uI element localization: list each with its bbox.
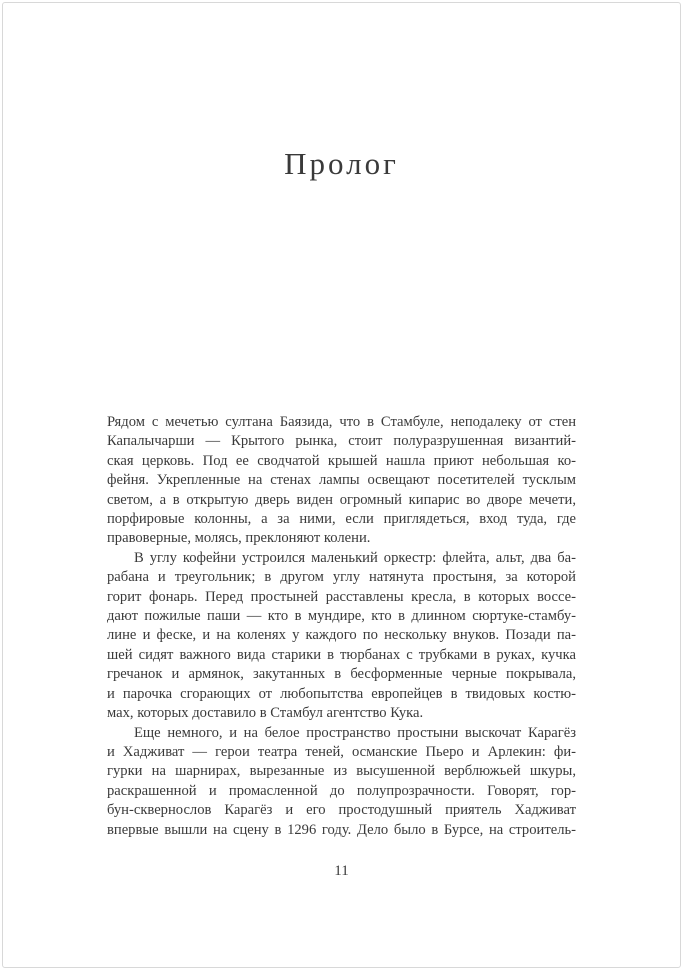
page-number: 11 bbox=[334, 863, 349, 879]
text-line: горит фонарь. Перед простыней расставлены кресла, в которых воссе- bbox=[107, 588, 576, 605]
text-line: гурки на шарнирах, вырезанные из высушенной верблюжьей шкуры, bbox=[107, 763, 576, 780]
text-line: впервые вышли на сцену в 1296 году. Дело было в Бурсе, на строитель- bbox=[107, 821, 576, 838]
text-line: порфировые колонны, а за ними, если приглядеться, вход туда, где bbox=[107, 511, 576, 528]
text-line: бун-сквернослов Карагёз и его простодушный приятель Хадживат bbox=[107, 802, 576, 819]
text-line: гречанок и армянок, закутанных в бесформенные черные покрывала, bbox=[107, 666, 576, 683]
text-line: фейня. Укрепленные на стенах лампы освещают посетителей тусклым bbox=[107, 472, 576, 489]
text-line: Рядом с мечетью султана Баязида, что в Стамбуле, неподалеку от стен bbox=[107, 414, 576, 430]
text-line: мах, которых доставило в Стамбул агентство Кука. bbox=[107, 705, 424, 722]
text-line: и Хадживат — герои театра теней, османские Пьеро и Арлекин: фи- bbox=[107, 743, 576, 760]
text-line: и парочка сгорающих от любопытства европейцев в твидовых костю- bbox=[107, 685, 576, 702]
chapter-heading: Пролог bbox=[284, 146, 399, 181]
text-line: правоверные, молясь, преклоняют колени. bbox=[107, 530, 371, 547]
text-line: Капалычарши — Крытого рынка, стоит полуразрушенная византий- bbox=[107, 433, 576, 450]
text-line: рабана и треугольник; в другом углу натянута простыня, за которой bbox=[107, 569, 576, 586]
body-text bbox=[107, 413, 576, 840]
text-line: лине и феске, и на коленях у каждого по нескольку внуков. Позади па- bbox=[107, 627, 576, 644]
text-line: ская церковь. Под ее сводчатой крышей нашла приют небольшая ко- bbox=[107, 452, 576, 469]
text-line: дают пожилые паши — кто в мундире, кто в длинном сюртуке-стамбу- bbox=[107, 608, 576, 625]
text-line: шей сидят важного вида старики в тюрбанах с трубками в руках, кучка bbox=[107, 646, 576, 663]
text-line: В углу кофейни устроился маленький оркестр: флейта, альт, два ба- bbox=[134, 549, 576, 566]
text-line: Еще немного, и на белое пространство простыни выскочат Карагёз bbox=[134, 724, 576, 741]
text-line: раскрашенной и промасленной до полупрозрачности. Говорят, гор- bbox=[107, 782, 576, 799]
text-line: светом, а в открытую дверь виден огромный кипарис во дворе мечети, bbox=[107, 491, 576, 508]
